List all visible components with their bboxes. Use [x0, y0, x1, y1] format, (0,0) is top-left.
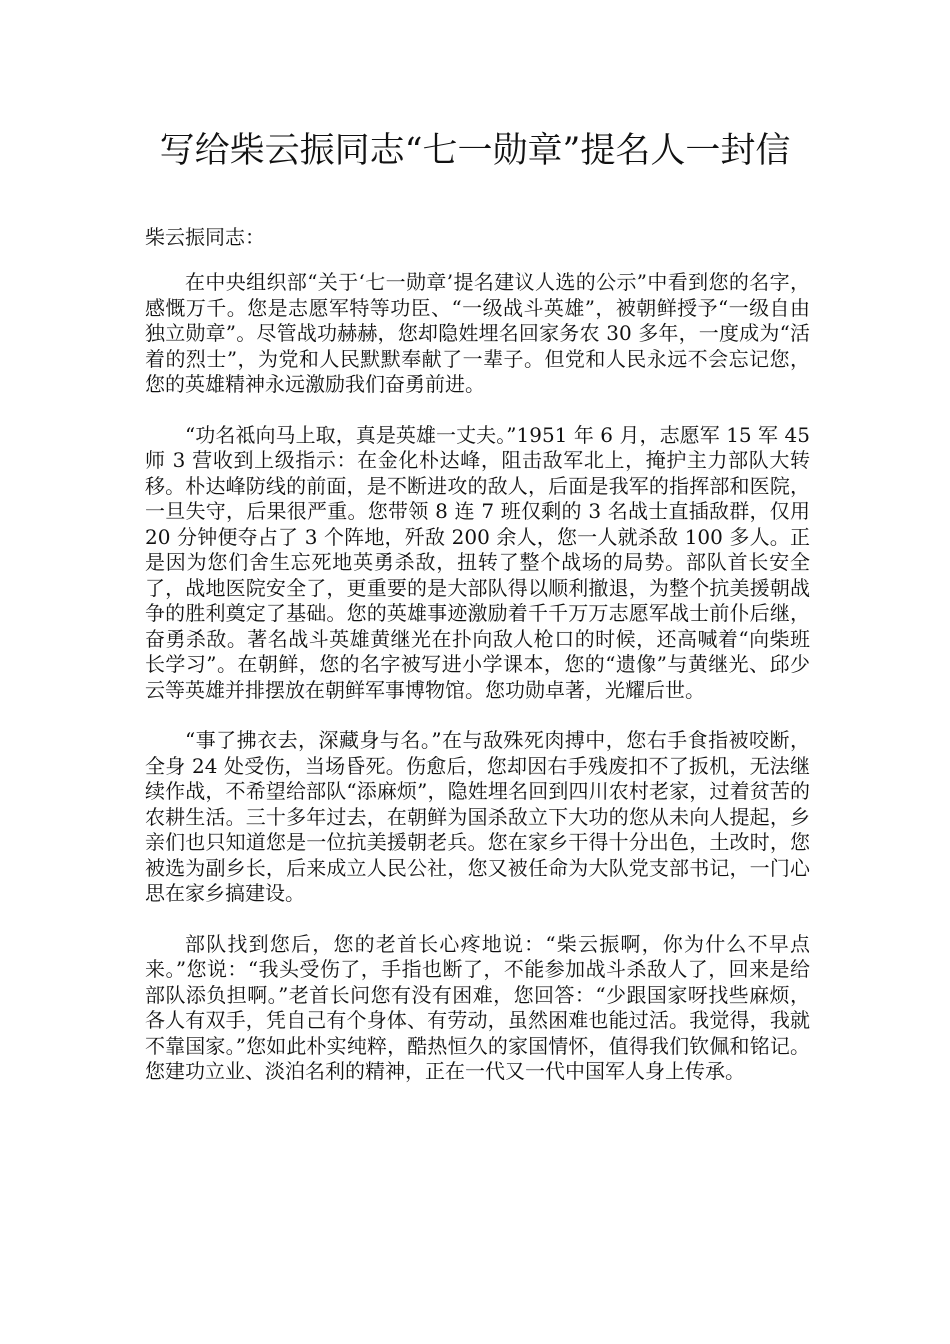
paragraph-1: 在中央组织部“关于‘七一勋章’提名建议人选的公示”中看到您的名字，感慨万千。您是志愿军特等功臣、“一级战斗英雄”，被朝鲜授予“一级自由独立勋章”。尽管战功赫赫，您却隐姓埋名回家务农 30 多年，一度成为“活着的烈士”，为党和人民默默奉献了一辈子。但党和人民永远不会忘记您，您的英雄精神永远激励我们奋勇前进。	[145, 270, 810, 396]
paragraph-3: “事了拂衣去，深藏身与名。”在与敌殊死肉搏中，您右手食指被咬断，全身 24 处受伤，当场昏死。伤愈后，您却因右手残废扣不了扳机，无法继续作战，不希望给部队“添麻烦”，隐姓埋名回到四川农村老家，过着贫苦的农耕生活。三十多年过去，在朝鲜为国杀敌立下大功的您从未向人提起，乡亲们也只知道您是一位抗美援朝老兵。您在家乡干得十分出色，土改时，您被选为副乡长，后来成立人民公社，您又被任命为大队党支部书记，一门心思在家乡搞建设。	[145, 728, 810, 905]
paragraph-4: 部队找到您后，您的老首长心疼地说：“柴云振啊，你为什么不早点来。”您说：“我头受伤了，手指也断了，不能参加战斗杀敌人了，回来是给部队添负担啊。”老首长问您有没有困难，您回答：“少跟国家呀找些麻烦，各人有双手，凭自己有个身体、有劳动，虽然困难也能过活。我觉得，我就不靠国家。”您如此朴实纯粹，酷热恒久的家国情怀，值得我们钦佩和铭记。您建功立业、淡泊名利的精神，正在一代又一代中国军人身上传承。	[145, 931, 810, 1083]
paragraph-2: “功名祗向马上取，真是英雄一丈夫。”1951 年 6 月，志愿军 15 军 45 师 3 营收到上级指示：在金化朴达峰，阻击敌军北上，掩护主力部队大转移。朴达峰防线的前面，是不断进攻的敌人，后面是我军的指挥部和医院，一旦失守，后果很严重。您带领 8 连 7 班仅剩的 3 名战士直插敌群，仅用 20 分钟便夺占了 3 个阵地，歼敌 200 余人，您一人就杀敌 100 多人。正是因为您们舍生忘死地英勇杀敌，扭转了整个战场的局势。部队首长安全了，战地医院安全了，更重要的是大部队得以顺利撤退，为整个抗美援朝战争的胜利奠定了基础。您的英雄事迹激励着千千万万志愿军战士前仆后继，奋勇杀敌。著名战斗英雄黄继光在扑向敌人枪口的时候，还高喊着“向柴班长学习”。在朝鲜，您的名字被写进小学课本，您的“遗像”与黄继光、邱少云等英雄并排摆放在朝鲜军事博物馆。您功勋卓著，光耀后世。	[145, 422, 810, 702]
salutation: 柴云振同志：	[145, 225, 265, 249]
letter-body	[145, 270, 810, 1110]
page-title: 写给柴云振同志“七一勋章”提名人一封信	[159, 131, 791, 171]
